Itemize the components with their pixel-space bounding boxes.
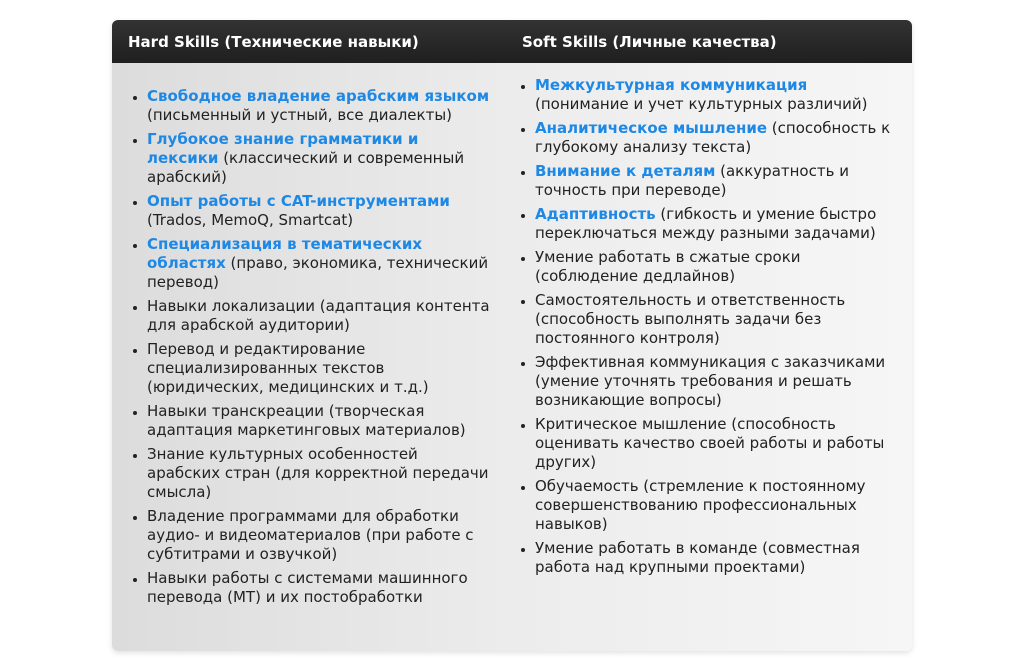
list-item — [147, 507, 492, 564]
hard-skills-column — [112, 63, 506, 612]
soft-skills-list — [516, 76, 902, 577]
skill-highlight: Аналитическое мышление — [535, 119, 768, 137]
list-item — [535, 162, 902, 200]
list-item — [535, 76, 902, 114]
skill-text: Эффективная коммуникация с заказчиками (умение уточнять требования и решать возникающие вопросы) — [535, 353, 886, 409]
skill-text: (понимание и учет культурных различий) — [535, 95, 868, 113]
list-item — [535, 119, 902, 157]
skill-text: (право, экономика, технический перевод) — [147, 254, 489, 291]
list-item — [147, 297, 492, 335]
skill-highlight: Глубокое знание грамматики и лексики — [147, 130, 419, 167]
list-item — [147, 445, 492, 502]
skill-text: Навыки локализации (адаптация контента для арабской аудитории) — [147, 297, 490, 334]
skill-text: Навыки работы с системами машинного перевода (MT) и их постобработки — [147, 569, 468, 606]
list-item — [535, 353, 902, 410]
skill-text: (способность к глубокому анализу текста) — [535, 119, 891, 156]
skills-table — [112, 20, 912, 651]
skill-text: Владение программами для обработки аудио- и видеоматериалов (при работе с субтитрами и озвучкой) — [147, 507, 474, 563]
list-item — [147, 569, 492, 607]
skill-highlight: Опыт работы с CAT-инструментами — [147, 192, 450, 210]
list-item — [147, 402, 492, 440]
list-item — [147, 87, 492, 125]
skill-highlight: Специализация в тематических областях — [147, 235, 423, 272]
list-item — [147, 340, 492, 397]
skill-text: Самостоятельность и ответственность (способность выполнять задачи без постоянного контроля) — [535, 291, 846, 347]
table-body — [112, 63, 912, 612]
skill-text: (гибкость и умение быстро переключаться между разными задачами) — [535, 205, 877, 242]
skill-text: Критическое мышление (способность оценивать качество своей работы и работы других) — [535, 415, 885, 471]
skill-text: Навыки транскреации (творческая адаптация маркетинговых материалов) — [147, 402, 466, 439]
list-item — [535, 205, 902, 243]
skill-text: (Trados, MemoQ, Smartcat) — [147, 211, 354, 229]
list-item — [535, 291, 902, 348]
skill-text: Умение работать в сжатые сроки (соблюдение дедлайнов) — [535, 248, 801, 285]
skill-highlight: Свободное владение арабским языком — [147, 87, 490, 105]
hard-skills-list — [128, 87, 492, 607]
skill-text: Умение работать в команде (совместная работа над крупными проектами) — [535, 539, 860, 576]
skill-text: Обучаемость (стремление к постоянному совершенствованию профессиональных навыков) — [535, 477, 866, 533]
skill-highlight: Внимание к деталям — [535, 162, 716, 180]
soft-skills-column — [506, 63, 912, 612]
soft-skills-title: Soft Skills (Личные качества) — [522, 32, 777, 51]
table-header — [112, 20, 912, 63]
skill-highlight: Межкультурная коммуникация — [535, 76, 808, 94]
list-item — [535, 415, 902, 472]
list-item — [535, 248, 902, 286]
list-item — [147, 192, 492, 230]
skill-highlight: Адаптивность — [535, 205, 656, 223]
list-item — [147, 235, 492, 292]
list-item — [535, 539, 902, 577]
skill-text: (письменный и устный, все диалекты) — [147, 106, 453, 124]
list-item — [147, 130, 492, 187]
skill-text: (классический и современный арабский) — [147, 149, 465, 186]
skill-text: (аккуратность и точность при переводе) — [535, 162, 849, 199]
list-item — [535, 477, 902, 534]
skill-text: Перевод и редактирование специализированных текстов (юридических, медицинских и т.д.) — [147, 340, 429, 396]
skill-text: Знание культурных особенностей арабских стран (для корректной передачи смысла) — [147, 445, 489, 501]
hard-skills-title: Hard Skills (Технические навыки) — [128, 32, 419, 51]
